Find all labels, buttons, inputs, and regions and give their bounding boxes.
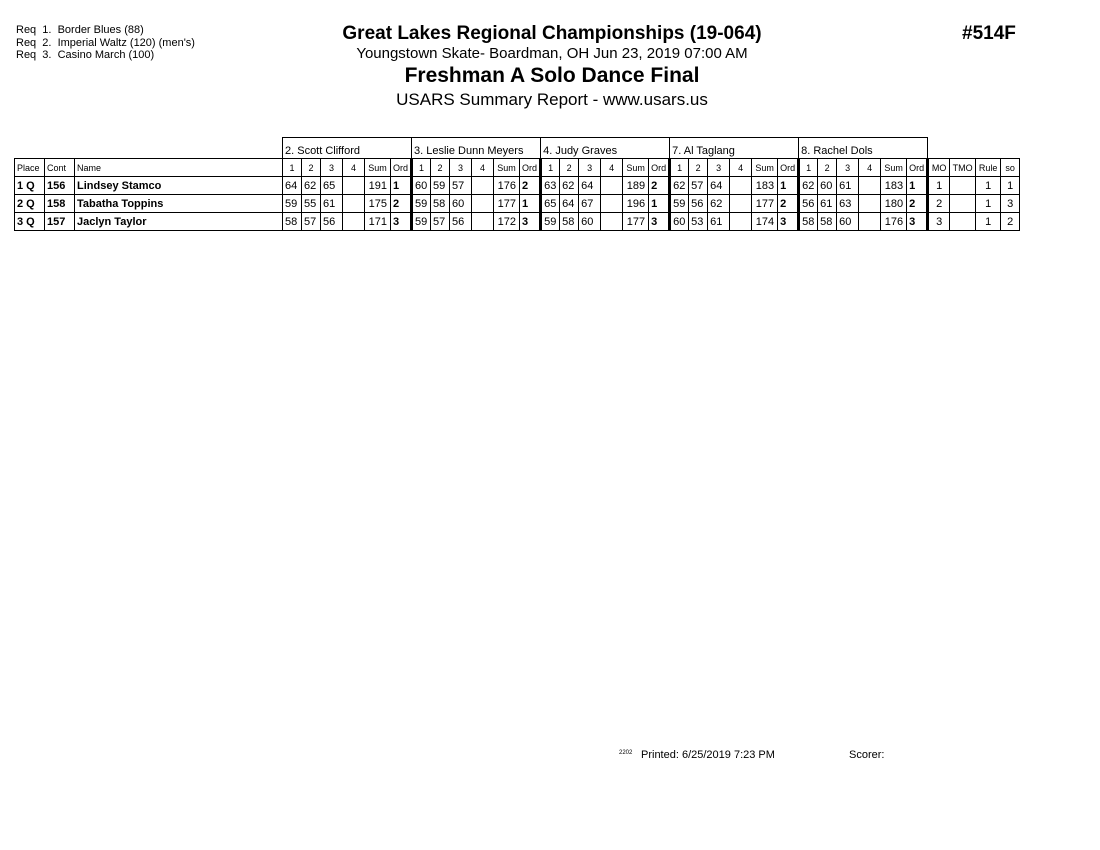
table-row xyxy=(15,213,1020,231)
requirement-2: Req 2. Imperial Waltz (120) (men's) xyxy=(16,36,195,49)
s3-cell: 60 xyxy=(837,213,859,231)
s4-cell xyxy=(859,195,881,213)
sum-cell: 196 xyxy=(623,195,649,213)
s4-cell xyxy=(730,195,752,213)
table-row xyxy=(15,177,1020,195)
col-s2: 2 xyxy=(560,159,579,177)
name-cell: Jaclyn Taylor xyxy=(75,213,283,231)
requirements-list xyxy=(16,24,195,62)
ord-cell: 2 xyxy=(907,195,928,213)
s2-cell: 61 xyxy=(818,195,837,213)
judge-name: 7. Al Taglang xyxy=(670,138,799,159)
sum-cell: 183 xyxy=(881,177,907,195)
s3-cell: 61 xyxy=(837,177,859,195)
s4-cell xyxy=(472,213,494,231)
col-sum: Sum xyxy=(623,159,649,177)
s4-cell xyxy=(730,213,752,231)
column-header-row xyxy=(15,159,1020,177)
name-cell: Lindsey Stamco xyxy=(75,177,283,195)
col-ord: Ord xyxy=(520,159,541,177)
col-mo: MO xyxy=(928,159,950,177)
judge-name: 8. Rachel Dols xyxy=(799,138,928,159)
s2-cell: 57 xyxy=(431,213,450,231)
s3-cell: 60 xyxy=(450,195,472,213)
s4-cell xyxy=(601,177,623,195)
s4-cell xyxy=(859,213,881,231)
col-s1: 1 xyxy=(670,159,689,177)
cont-cell: 157 xyxy=(45,213,75,231)
report-subtitle: USARS Summary Report - www.usars.us xyxy=(396,90,708,109)
s1-cell: 62 xyxy=(670,177,689,195)
col-s4: 4 xyxy=(343,159,365,177)
s2-cell: 58 xyxy=(560,213,579,231)
s2-cell: 64 xyxy=(560,195,579,213)
s4-cell xyxy=(730,177,752,195)
sum-cell: 172 xyxy=(494,213,520,231)
col-s4: 4 xyxy=(859,159,881,177)
printed-date: Printed: 6/25/2019 7:23 PM xyxy=(641,749,775,761)
ord-cell: 3 xyxy=(778,213,799,231)
col-s3: 3 xyxy=(321,159,343,177)
ord-cell: 2 xyxy=(520,177,541,195)
judge-name: 4. Judy Graves xyxy=(541,138,670,159)
col-sum: Sum xyxy=(494,159,520,177)
col-sum: Sum xyxy=(752,159,778,177)
s2-cell: 57 xyxy=(302,213,321,231)
s1-cell: 63 xyxy=(541,177,560,195)
s3-cell: 64 xyxy=(579,177,601,195)
s2-cell: 53 xyxy=(689,213,708,231)
sum-cell: 175 xyxy=(365,195,391,213)
s1-cell: 59 xyxy=(670,195,689,213)
col-s4: 4 xyxy=(472,159,494,177)
ord-cell: 3 xyxy=(391,213,412,231)
s1-cell: 58 xyxy=(799,213,818,231)
s1-cell: 60 xyxy=(412,177,431,195)
col-s3: 3 xyxy=(450,159,472,177)
s1-cell: 65 xyxy=(541,195,560,213)
sum-cell: 177 xyxy=(752,195,778,213)
requirement-3: Req 3. Casino March (100) xyxy=(16,49,155,61)
col-rule: Rule xyxy=(976,159,1001,177)
s4-cell xyxy=(601,195,623,213)
scorer-label: Scorer: xyxy=(849,749,885,761)
mo-cell: 1 xyxy=(928,177,950,195)
s1-cell: 59 xyxy=(412,195,431,213)
col-s1: 1 xyxy=(541,159,560,177)
col-cont: Cont xyxy=(45,159,75,177)
col-s2: 2 xyxy=(689,159,708,177)
ord-cell: 3 xyxy=(520,213,541,231)
judge-name: 2. Scott Clifford xyxy=(283,138,412,159)
col-s1: 1 xyxy=(799,159,818,177)
s4-cell xyxy=(343,213,365,231)
sum-cell: 177 xyxy=(623,213,649,231)
s1-cell: 59 xyxy=(412,213,431,231)
col-ord: Ord xyxy=(907,159,928,177)
s3-cell: 67 xyxy=(579,195,601,213)
s4-cell xyxy=(343,195,365,213)
col-s4: 4 xyxy=(601,159,623,177)
sum-cell: 191 xyxy=(365,177,391,195)
s3-cell: 61 xyxy=(321,195,343,213)
col-ord: Ord xyxy=(649,159,670,177)
judge-header-row xyxy=(15,138,1020,159)
sum-cell: 180 xyxy=(881,195,907,213)
s2-cell: 57 xyxy=(689,177,708,195)
s4-cell xyxy=(472,177,494,195)
ord-cell: 1 xyxy=(907,177,928,195)
col-s3: 3 xyxy=(579,159,601,177)
sum-cell: 189 xyxy=(623,177,649,195)
s2-cell: 62 xyxy=(302,177,321,195)
footer-code: 2202 xyxy=(619,750,633,756)
col-name: Name xyxy=(75,159,283,177)
ord-cell: 2 xyxy=(649,177,670,195)
s3-cell: 61 xyxy=(708,213,730,231)
col-s3: 3 xyxy=(837,159,859,177)
s2-cell: 56 xyxy=(689,195,708,213)
col-s1: 1 xyxy=(412,159,431,177)
col-s1: 1 xyxy=(283,159,302,177)
requirement-1: Req 1. Border Blues (88) xyxy=(16,24,144,36)
col-tmo: TMO xyxy=(950,159,976,177)
place-cell: 3 Q xyxy=(15,213,45,231)
sum-cell: 177 xyxy=(494,195,520,213)
s3-cell: 56 xyxy=(321,213,343,231)
ord-cell: 3 xyxy=(907,213,928,231)
judge-name: 3. Leslie Dunn Meyers xyxy=(412,138,541,159)
so-cell: 2 xyxy=(1001,213,1020,231)
tmo-cell xyxy=(950,213,976,231)
s1-cell: 64 xyxy=(283,177,302,195)
table-row xyxy=(15,195,1020,213)
s4-cell xyxy=(472,195,494,213)
col-sum: Sum xyxy=(881,159,907,177)
event-name: Freshman A Solo Dance Final xyxy=(404,64,700,87)
s1-cell: 62 xyxy=(799,177,818,195)
sum-cell: 176 xyxy=(881,213,907,231)
s3-cell: 64 xyxy=(708,177,730,195)
so-cell: 1 xyxy=(1001,177,1020,195)
col-ord: Ord xyxy=(778,159,799,177)
event-number: #514F xyxy=(962,23,1016,44)
ord-cell: 3 xyxy=(649,213,670,231)
rule-cell: 1 xyxy=(976,195,1001,213)
place-cell: 1 Q xyxy=(15,177,45,195)
sum-cell: 183 xyxy=(752,177,778,195)
col-sum: Sum xyxy=(365,159,391,177)
mo-cell: 2 xyxy=(928,195,950,213)
s3-cell: 60 xyxy=(579,213,601,231)
col-s3: 3 xyxy=(708,159,730,177)
ord-cell: 1 xyxy=(778,177,799,195)
col-s2: 2 xyxy=(818,159,837,177)
s1-cell: 59 xyxy=(541,213,560,231)
s3-cell: 62 xyxy=(708,195,730,213)
s3-cell: 56 xyxy=(450,213,472,231)
ord-cell: 1 xyxy=(520,195,541,213)
s2-cell: 55 xyxy=(302,195,321,213)
col-s2: 2 xyxy=(302,159,321,177)
mo-cell: 3 xyxy=(928,213,950,231)
ord-cell: 1 xyxy=(649,195,670,213)
rule-cell: 1 xyxy=(976,213,1001,231)
s1-cell: 60 xyxy=(670,213,689,231)
s2-cell: 58 xyxy=(431,195,450,213)
results-table xyxy=(14,137,1020,231)
s1-cell: 56 xyxy=(799,195,818,213)
s4-cell xyxy=(601,213,623,231)
so-cell: 3 xyxy=(1001,195,1020,213)
col-so: so xyxy=(1001,159,1020,177)
col-s2: 2 xyxy=(431,159,450,177)
ord-cell: 2 xyxy=(391,195,412,213)
sum-cell: 171 xyxy=(365,213,391,231)
tmo-cell xyxy=(950,177,976,195)
report-title: Great Lakes Regional Championships (19-064) xyxy=(342,23,762,44)
col-ord: Ord xyxy=(391,159,412,177)
s3-cell: 65 xyxy=(321,177,343,195)
s2-cell: 58 xyxy=(818,213,837,231)
s3-cell: 57 xyxy=(450,177,472,195)
col-s4: 4 xyxy=(730,159,752,177)
ord-cell: 1 xyxy=(391,177,412,195)
col-place: Place xyxy=(15,159,45,177)
s3-cell: 63 xyxy=(837,195,859,213)
s2-cell: 60 xyxy=(818,177,837,195)
cont-cell: 156 xyxy=(45,177,75,195)
name-cell: Tabatha Toppins xyxy=(75,195,283,213)
venue-date: Youngstown Skate- Boardman, OH Jun 23, 2019 07:00 AM xyxy=(356,45,748,62)
ord-cell: 2 xyxy=(778,195,799,213)
place-cell: 2 Q xyxy=(15,195,45,213)
s4-cell xyxy=(343,177,365,195)
s4-cell xyxy=(859,177,881,195)
cont-cell: 158 xyxy=(45,195,75,213)
sum-cell: 176 xyxy=(494,177,520,195)
s1-cell: 59 xyxy=(283,195,302,213)
sum-cell: 174 xyxy=(752,213,778,231)
s2-cell: 62 xyxy=(560,177,579,195)
s1-cell: 58 xyxy=(283,213,302,231)
s2-cell: 59 xyxy=(431,177,450,195)
rule-cell: 1 xyxy=(976,177,1001,195)
tmo-cell xyxy=(950,195,976,213)
